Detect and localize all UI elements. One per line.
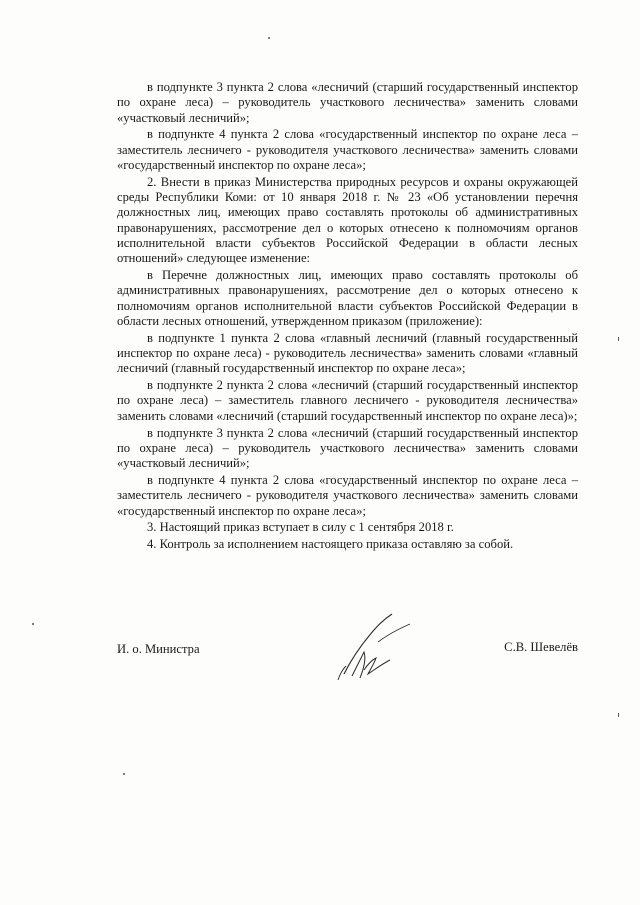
signatory-name: С.В. Шевелёв (504, 640, 578, 654)
handwritten-signature (330, 612, 420, 692)
paragraph-subpoint-3-second: в подпункте 3 пункта 2 слова «лесничий (старший государственный инспектор по охране леса) – руководитель участкового лесничества» заменить словами «участковый лесничий»; (117, 425, 578, 471)
signatory-position: И. о. Министра (117, 642, 200, 656)
paragraph-list-intro: в Перечне должностных лиц, имеющих право составлять протоколы об административных правонарушениях, рассмотрение дел о которых отнесено к полномочиям органов исполнительной власти субъектов Российской Федерации в области лесных отношений, утвержденном приказом (приложение): (117, 268, 578, 328)
paragraph-item-4: 4. Контроль за исполнением настоящего приказа оставляю за собой. (147, 537, 514, 552)
scan-speck (32, 623, 34, 625)
scan-speck (618, 713, 619, 717)
paragraph-subpoint-3-first: в подпункте 3 пункта 2 слова «лесничий (старший государственный инспектор по охране леса) – руководитель участкового лесничества» заменить словами «участковый лесничий»; (117, 80, 578, 125)
paragraph-subpoint-4-second: в подпункте 4 пункта 2 слова «государственный инспектор по охране леса – заместитель лесничего - руководителя участкового лесничества» заменить словами «государственный инспектор по охране леса»; (117, 472, 578, 518)
paragraph-subpoint-2: в подпункте 2 пункта 2 слова «лесничий (старший государственный инспектор по охране леса) – заместитель главного лесничего - руководителя лесничества» заменить словами «лесничий (старший государственный инспектор по охране леса)»; (117, 378, 578, 423)
document-body (117, 80, 578, 554)
paragraph-subpoint-1: в подпункте 1 пункта 2 слова «главный лесничий (главный государственный инспектор по охране леса) - руководитель лесничества» заменить словами «главный лесничий (главный государственный инспектор по охране леса»; (117, 330, 578, 376)
paragraph-item-3: 3. Настоящий приказ вступает в силу с 1 сентября 2018 г. (147, 520, 454, 535)
scan-speck (618, 337, 619, 341)
paragraph-subpoint-4-first: в подпункте 4 пункта 2 слова «государственный инспектор по охране леса – заместитель лесничего - руководителя участкового лесничества» заменить словами «государственный инспектор по охране леса»; (117, 127, 578, 172)
scan-speck (268, 37, 270, 39)
scan-speck (123, 773, 125, 775)
paragraph-item-2: 2. Внести в приказ Министерства природных ресурсов и охраны окружающей среды Республики Коми: от 10 января 2018 г. № 23 «Об установлении перечня должностных лиц, имеющих право составлять протоколы об административных правонарушениях, рассмотрение дел о которых отнесено к полномочиям органов исполнительной власти субъектов Российской Федерации в области лесных отношений» следующее изменение: (117, 174, 578, 266)
